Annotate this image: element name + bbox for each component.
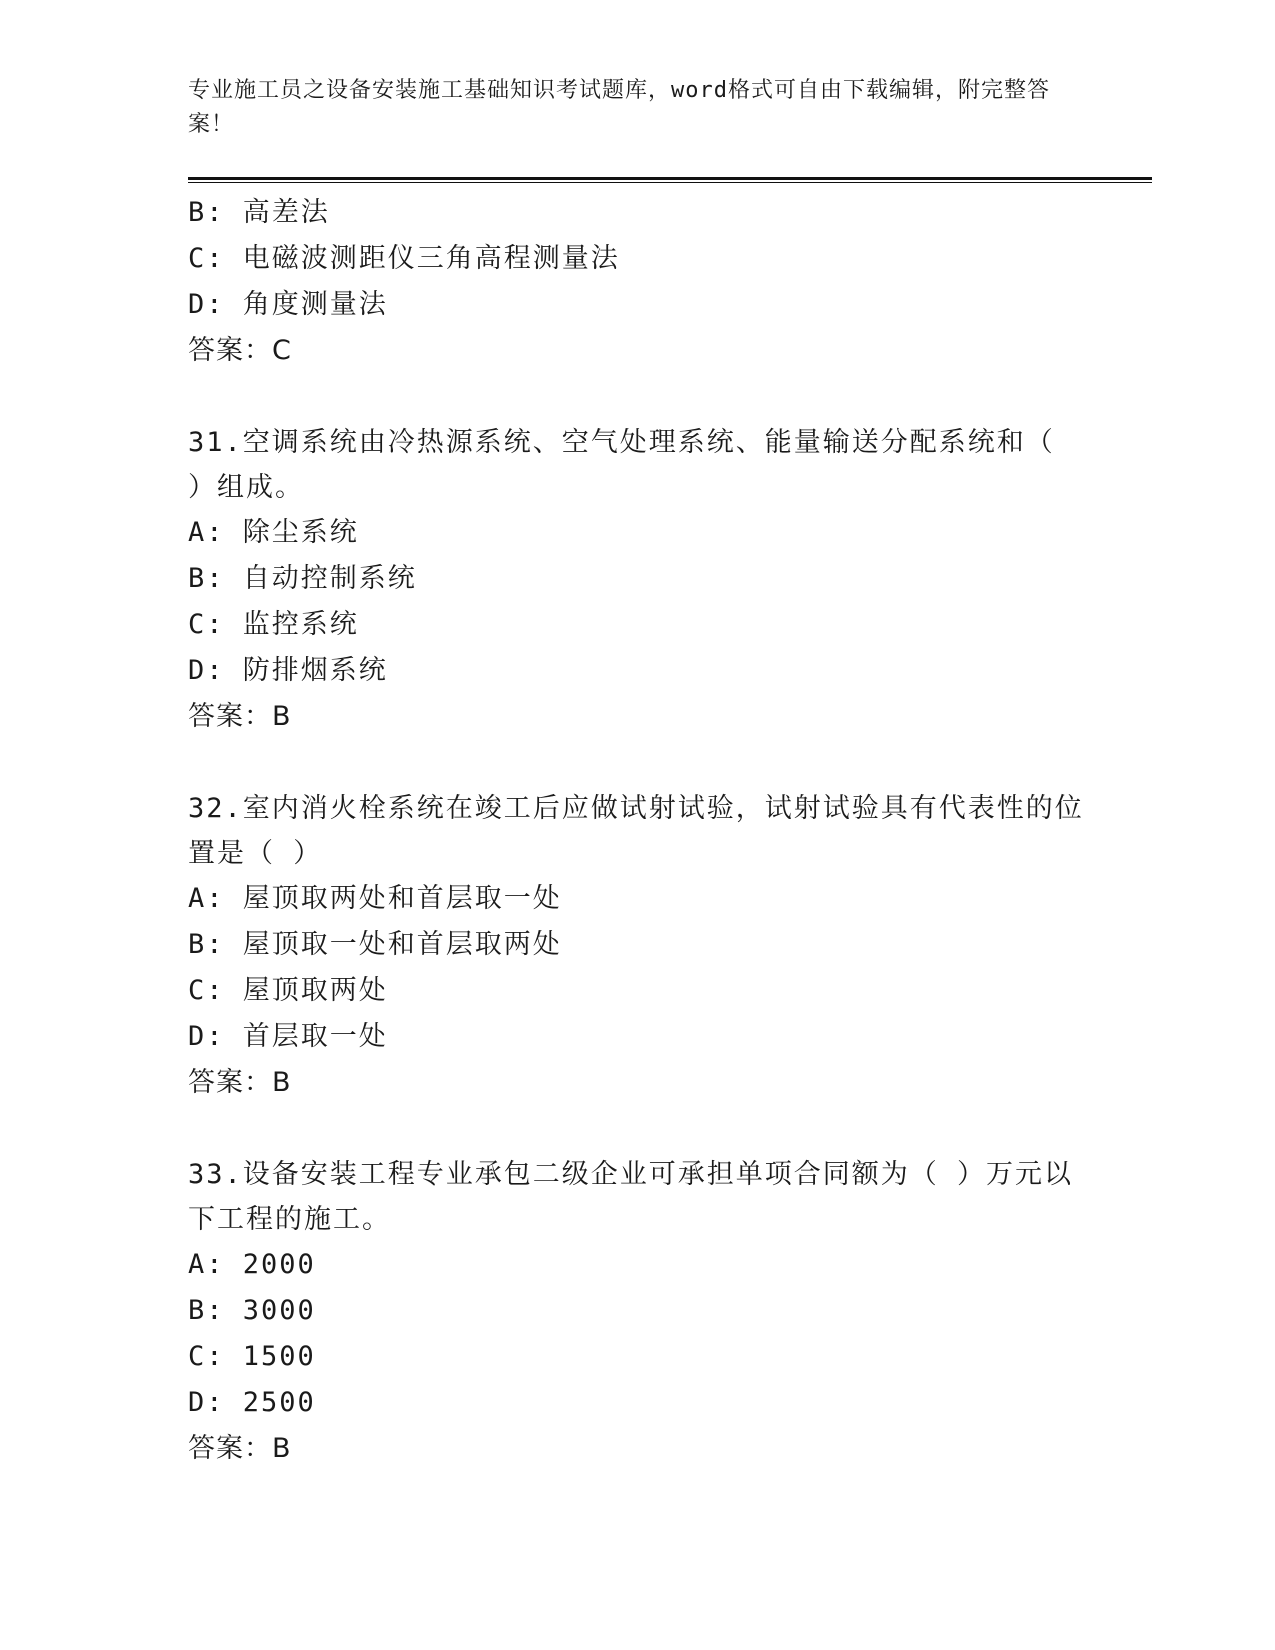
option-a: A: 屋顶取两处和首层取一处: [188, 883, 562, 914]
spacer: [188, 1106, 1088, 1152]
question-stem: 33.设备安装工程专业承包二级企业可承担单项合同额为（ ）万元以下工程的施工。: [188, 1159, 1074, 1235]
option-b: B: 自动控制系统: [188, 563, 417, 594]
option-d: D: 防排烟系统: [188, 655, 388, 686]
header-divider-thick: [188, 177, 1152, 180]
answer-line: 答案：C: [188, 335, 292, 366]
question-32: [188, 786, 1088, 1106]
option-b: B: 3000: [188, 1295, 316, 1326]
question-list: [188, 190, 1088, 1472]
option-c: C: 监控系统: [188, 609, 359, 640]
option-d: D: 角度测量法: [188, 289, 388, 320]
header-divider-thin: [188, 182, 1152, 183]
question-33: [188, 1152, 1088, 1472]
option-c: C: 屋顶取两处: [188, 975, 388, 1006]
question-stem: 31.空调系统由冷热源系统、空气处理系统、能量输送分配系统和（ ）组成。: [188, 427, 1055, 503]
option-b: B: 屋顶取一处和首层取两处: [188, 929, 562, 960]
document-header: 专业施工员之设备安装施工基础知识考试题库，word格式可自由下载编辑，附完整答案！: [188, 78, 1050, 137]
question-stem: 32.室内消火栓系统在竣工后应做试射试验，试射试验具有代表性的位置是（ ）: [188, 793, 1084, 869]
option-d: D: 2500: [188, 1387, 316, 1418]
option-a: A: 除尘系统: [188, 517, 359, 548]
option-c: C: 1500: [188, 1341, 316, 1372]
answer-line: 答案：B: [188, 701, 292, 732]
carryover-question: [188, 190, 1088, 374]
spacer: [188, 374, 1088, 420]
question-31: [188, 420, 1088, 740]
spacer: [188, 740, 1088, 786]
option-c: C: 电磁波测距仪三角高程测量法: [188, 243, 620, 274]
option-b: B: 高差法: [188, 197, 330, 228]
answer-line: 答案：B: [188, 1433, 292, 1464]
option-d: D: 首层取一处: [188, 1021, 388, 1052]
option-a: A: 2000: [188, 1249, 316, 1280]
answer-line: 答案：B: [188, 1067, 292, 1098]
